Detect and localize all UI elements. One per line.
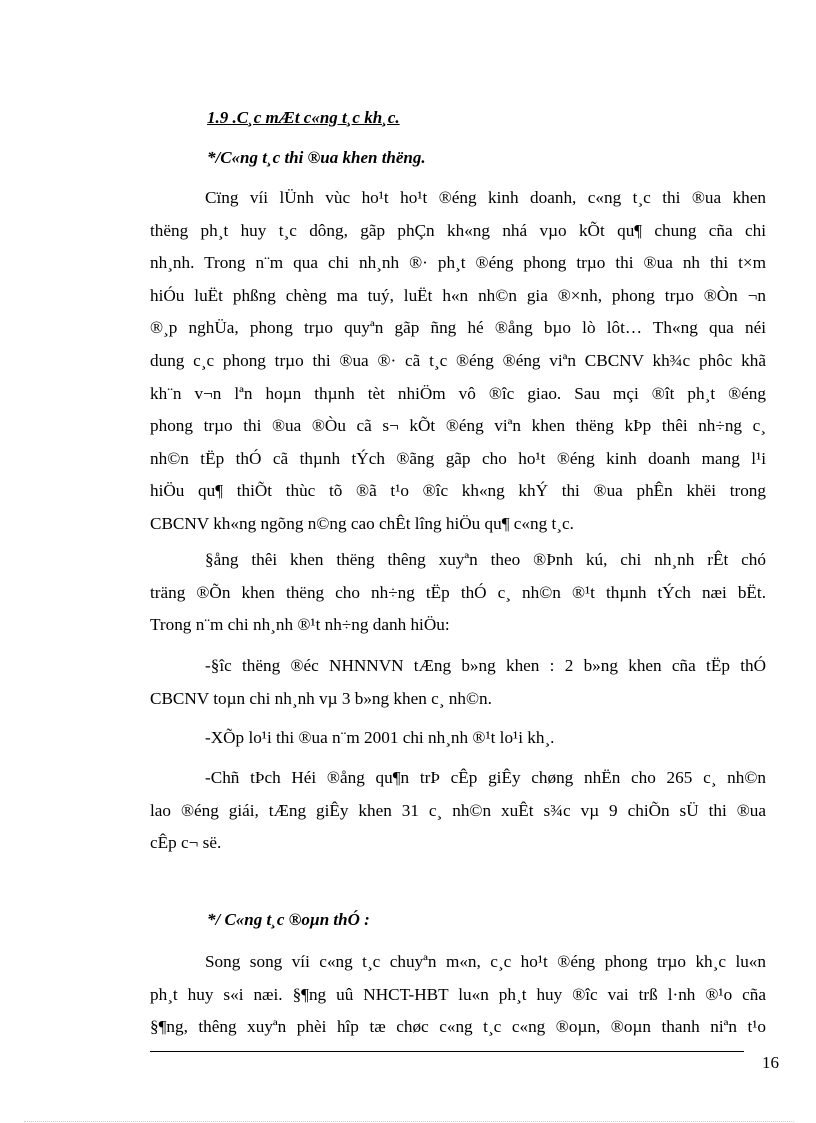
list-item-ranking <box>150 722 766 755</box>
paragraph-union-activities <box>150 946 766 1044</box>
text-line: Song song víi c«ng t¸c chuyªn m«n, c¸c ho¹t ®éng phong trµo kh¸c lu«n <box>205 952 766 971</box>
text-line: thëng ph¸t huy t¸c dông, gãp phÇn kh«ng nhá vµo kÕt qu¶ chung cña chi <box>150 220 766 240</box>
text-line: dung c¸c phong trµo thi ®ua ®· cã t¸c ®éng ®éng viªn CBCNV kh¾c phôc khã <box>150 350 766 370</box>
text-line: Cïng víi lÜnh vùc ho¹t ho¹t ®éng kinh doanh, c«ng t¸c thi ®ua khen <box>205 188 766 207</box>
list-item-certificates <box>150 762 766 860</box>
list-item-bank-awards <box>150 650 766 715</box>
text-line: nh©n tËp thÓ cã thµnh tÝch ®ãng gãp cho ho¹t ®éng kinh doanh mang l¹i <box>150 448 766 468</box>
section-subtitle-unions: */ C«ng t¸c ®oµn thÓ : <box>207 910 370 929</box>
text-line: ph¸t huy s«i næi. §¶ng uû NHCT-HBT lu«n ph¸t huy ®îc vai trß l·nh ®¹o cña <box>150 984 766 1004</box>
text-line: -Chñ tÞch Héi ®ång qu¶n trÞ cÊp giÊy chøng nhËn cho 265 c¸ nh©n <box>205 768 766 787</box>
text-line: §¶ng, thêng xuyªn phèi hîp tæ chøc c«ng t¸c c«ng ®oµn, ®oµn thanh niªn t¹o <box>150 1017 766 1037</box>
text-line: hiÖu qu¶ thiÕt thùc tõ ®ã t¹o ®îc kh«ng khÝ thi ®ua phÊn khëi trong <box>150 481 766 501</box>
text-line: CBCNV toµn chi nh¸nh vµ 3 b»ng khen c¸ nh©n. <box>150 688 492 708</box>
page-bottom-border <box>24 1121 794 1122</box>
paragraph-emulation-awards <box>150 182 766 541</box>
text-line: Trong n¨m chi nh¸nh ®¹t nh÷ng danh hiÖu: <box>150 615 450 635</box>
text-line: nh¸nh. Trong n¨m qua chi nh¸nh ®· ph¸t ®éng phong trµo thi ®ua nh thi t×m <box>150 253 766 273</box>
section-title: 1.9 .C¸c mÆt c«ng t¸c kh¸c. <box>207 108 400 127</box>
section-subtitle-emulation: */C«ng t¸c thi ®ua khen thëng. <box>207 148 426 167</box>
text-line: ®¸p nghÜa, phong trµo quyªn gãp ñng hé ®ång bµo lò lôt… Th«ng qua néi <box>150 318 766 338</box>
text-line: kh¨n v¬n lªn hoµn thµnh tèt nhiÖm vô ®îc giao. Sau mçi ®ît ph¸t ®éng <box>150 383 766 403</box>
text-line: lao ®éng giái, tÆng giÊy khen 31 c¸ nh©n xuÊt s¾c vµ 9 chiÕn sÜ thi ®ua <box>150 800 766 820</box>
text-line: -XÕp lo¹i thi ®ua n¨m 2001 chi nh¸nh ®¹t lo¹i kh¸. <box>205 728 555 747</box>
text-line: träng ®Õn khen thëng cho nh÷ng tËp thÓ c¸ nh©n ®¹t thµnh tÝch næi bËt. <box>150 582 766 602</box>
text-line: -§îc thëng ®éc NHNNVN tÆng b»ng khen : 2 b»ng khen cña tËp thÓ <box>205 656 766 675</box>
page-number: 16 <box>762 1053 779 1072</box>
text-line: CBCNV kh«ng ngõng n©ng cao chÊt lîng hiÖu qu¶ c«ng t¸c. <box>150 513 574 533</box>
text-line: §ång thêi khen thëng thêng xuyªn theo ®Þnh kú, chi nh¸nh rÊt chó <box>205 550 766 569</box>
text-line: hiÓu luËt phßng chèng ma tuý, luËt h«n nh©n gia ®×nh, phong trµo ®Òn ¬n <box>150 285 766 305</box>
footer-rule <box>150 1051 744 1052</box>
paragraph-periodic-awards <box>150 544 766 642</box>
text-line: cÊp c¬ së. <box>150 833 222 853</box>
text-line: phong trµo thi ®ua ®Òu cã s¬ kÕt ®éng viªn khen thëng kÞp thêi nh÷ng c¸ <box>150 416 766 436</box>
